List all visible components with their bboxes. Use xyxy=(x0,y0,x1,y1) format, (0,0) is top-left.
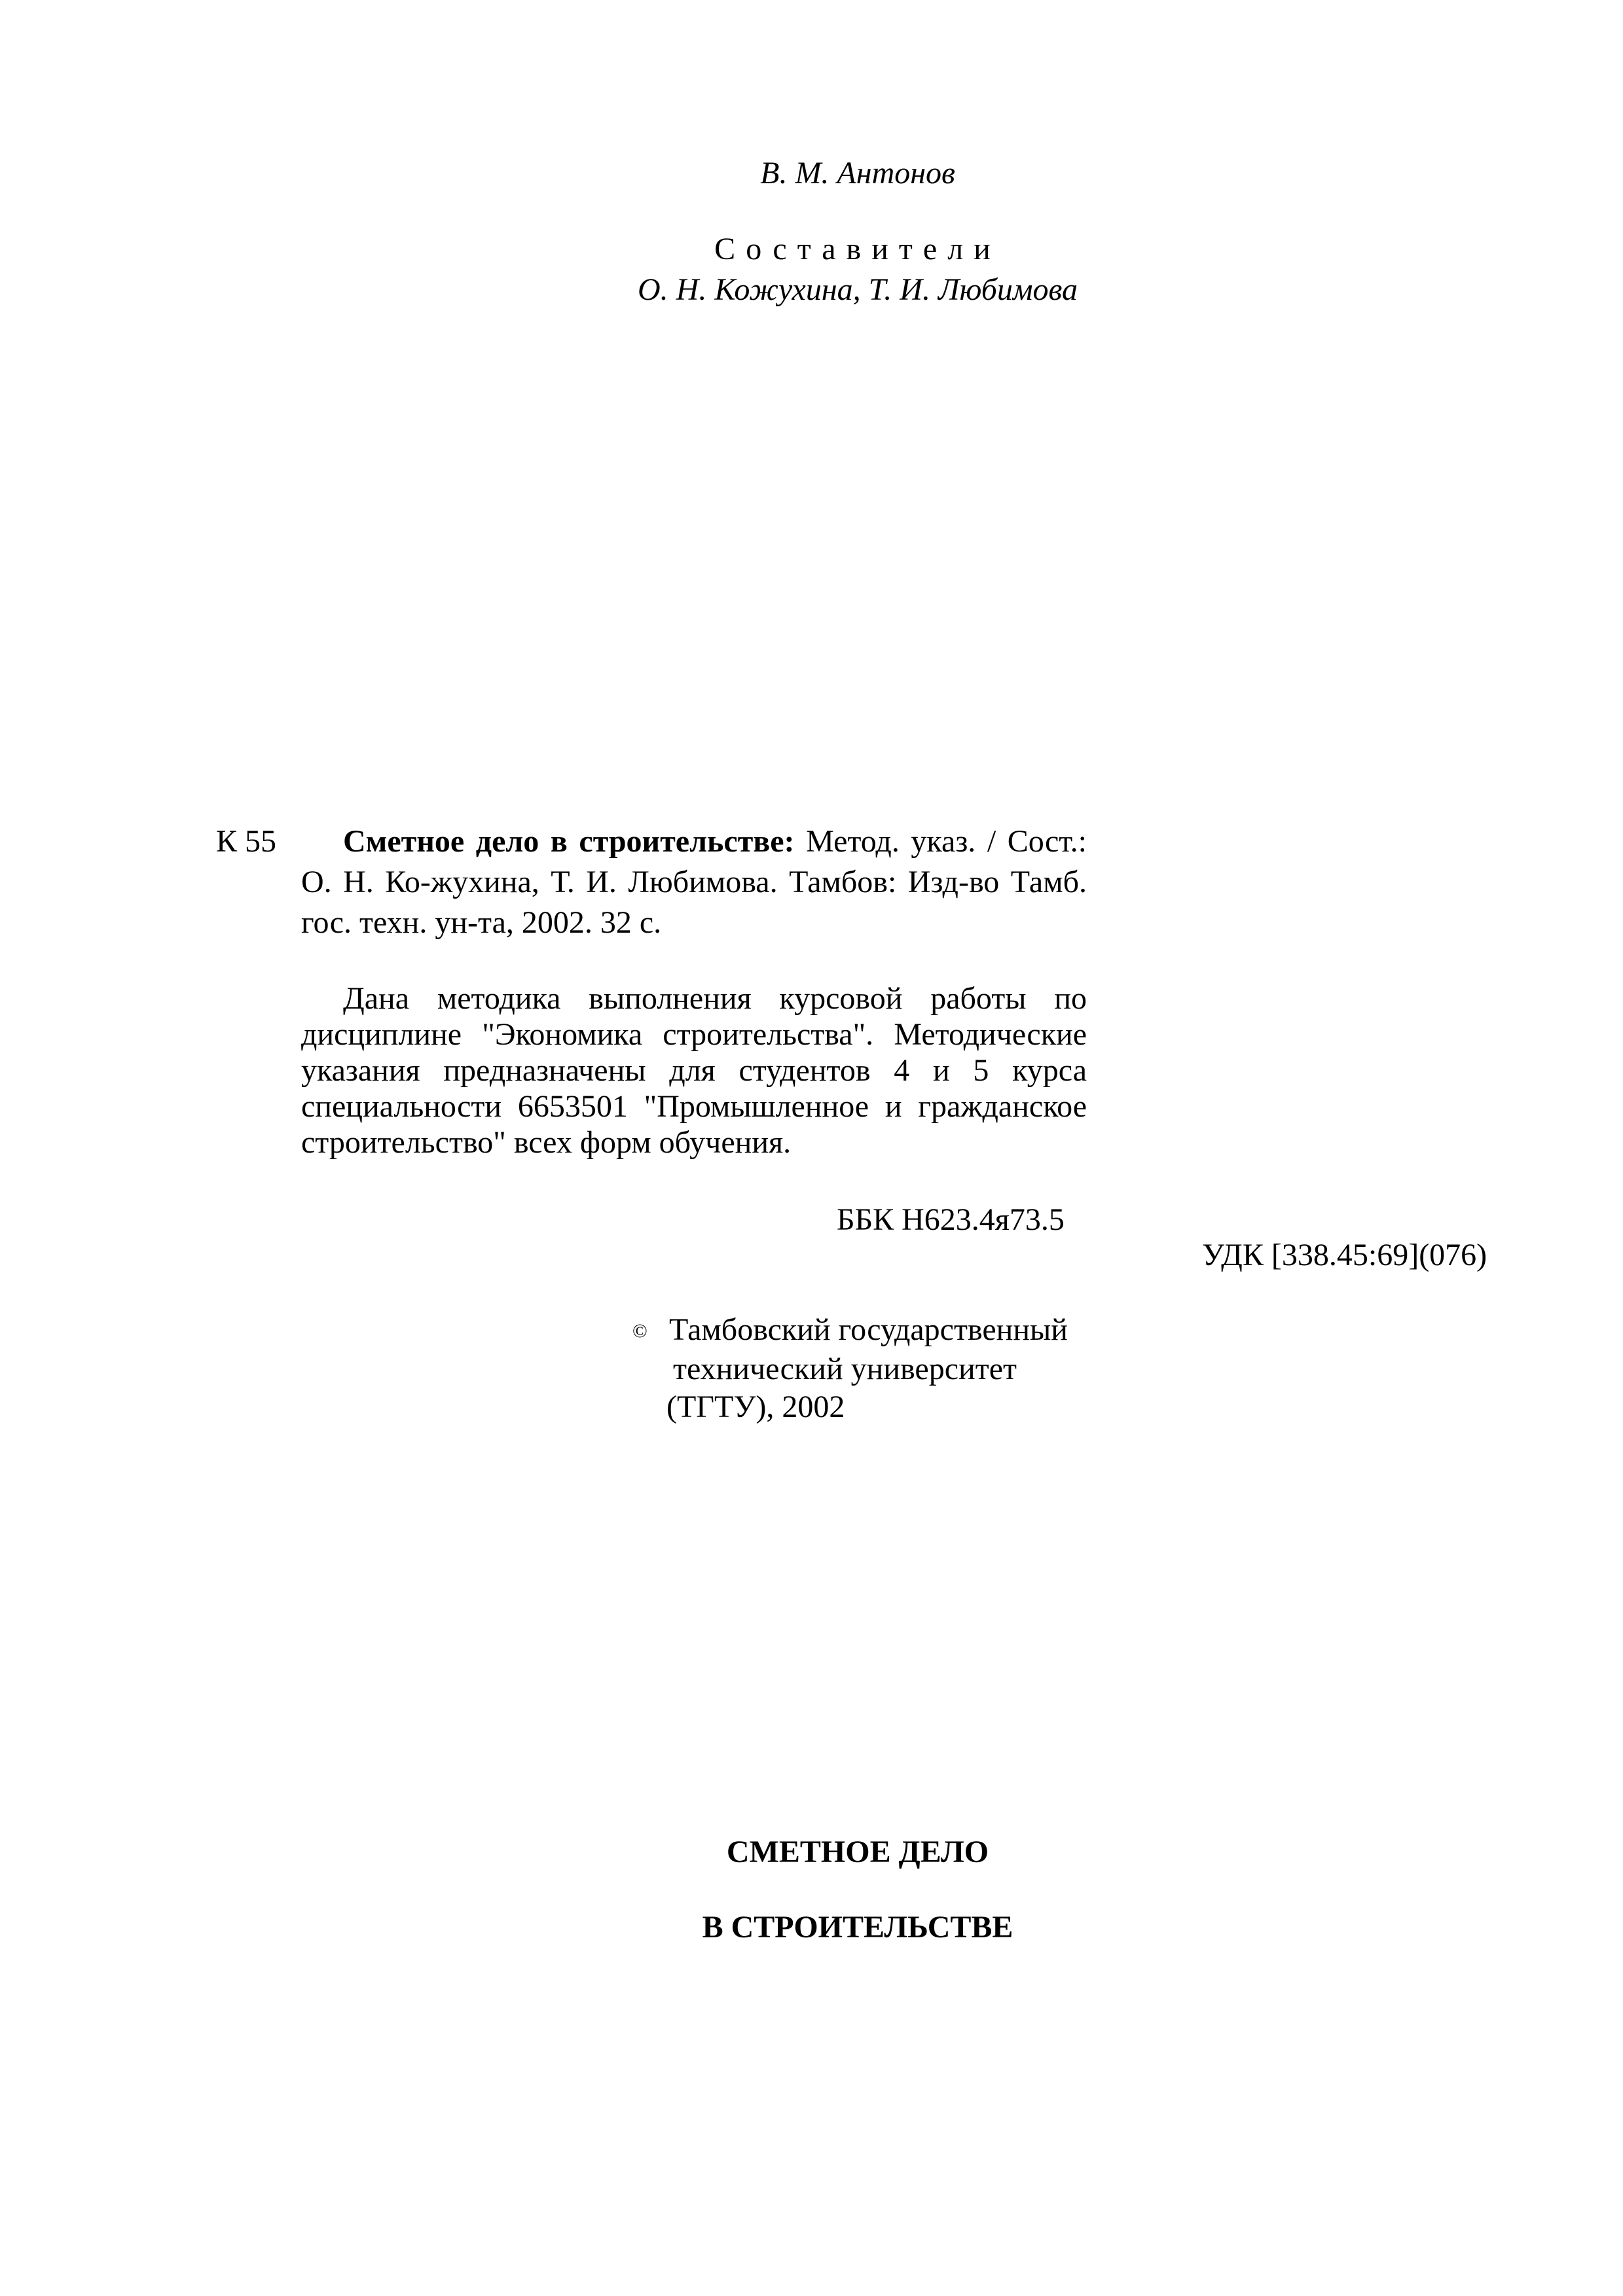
bibliographic-record xyxy=(301,821,1087,943)
udk-index: УДК [338.45:69](076) xyxy=(1202,1238,1487,1272)
copyright-text-1: Тамбовский государственный xyxy=(669,1312,1068,1347)
bibliographic-details: Метод. указ. / Сост.: О. Н. Ко-жухина, Т. И. Любимова. Тамбов: Изд-во Тамб. гос. техн. ун-та, 2002. 32 с. xyxy=(301,824,1087,940)
main-title-line-1: СМЕТНОЕ ДЕЛО xyxy=(726,1835,989,1869)
compilers-block xyxy=(0,229,1623,310)
bibliographic-title: Сметное дело в строительстве: xyxy=(343,824,795,859)
copyright-line-3: (ТГТУ), 2002 xyxy=(666,1390,845,1424)
reviewer-name: В. М. Антонов xyxy=(760,156,955,190)
copyright-icon: © xyxy=(632,1320,647,1342)
copyright-line-2: технический университет xyxy=(673,1352,1017,1386)
abstract-paragraph xyxy=(301,980,1087,1160)
copyright-block xyxy=(632,1311,1068,1426)
bbk-index: ББК Н623.4я73.5 xyxy=(837,1202,1065,1237)
copyright-line-1 xyxy=(632,1311,1068,1350)
compilers-heading: Составители xyxy=(714,232,1001,266)
catalog-code: К 55 xyxy=(216,824,277,859)
main-title-line-2: В СТРОИТЕЛЬСТВЕ xyxy=(702,1910,1013,1945)
compilers-names: О. Н. Кожухина, Т. И. Любимова xyxy=(638,272,1078,307)
abstract-text: Дана методика выполнения курсовой работы по дисциплине "Экономика строительства". Методические указания предназначены для студентов 4 и 5 курса специальности 6653501 "Промышленное и гражданское строительство" всех форм обучения. xyxy=(301,981,1087,1160)
